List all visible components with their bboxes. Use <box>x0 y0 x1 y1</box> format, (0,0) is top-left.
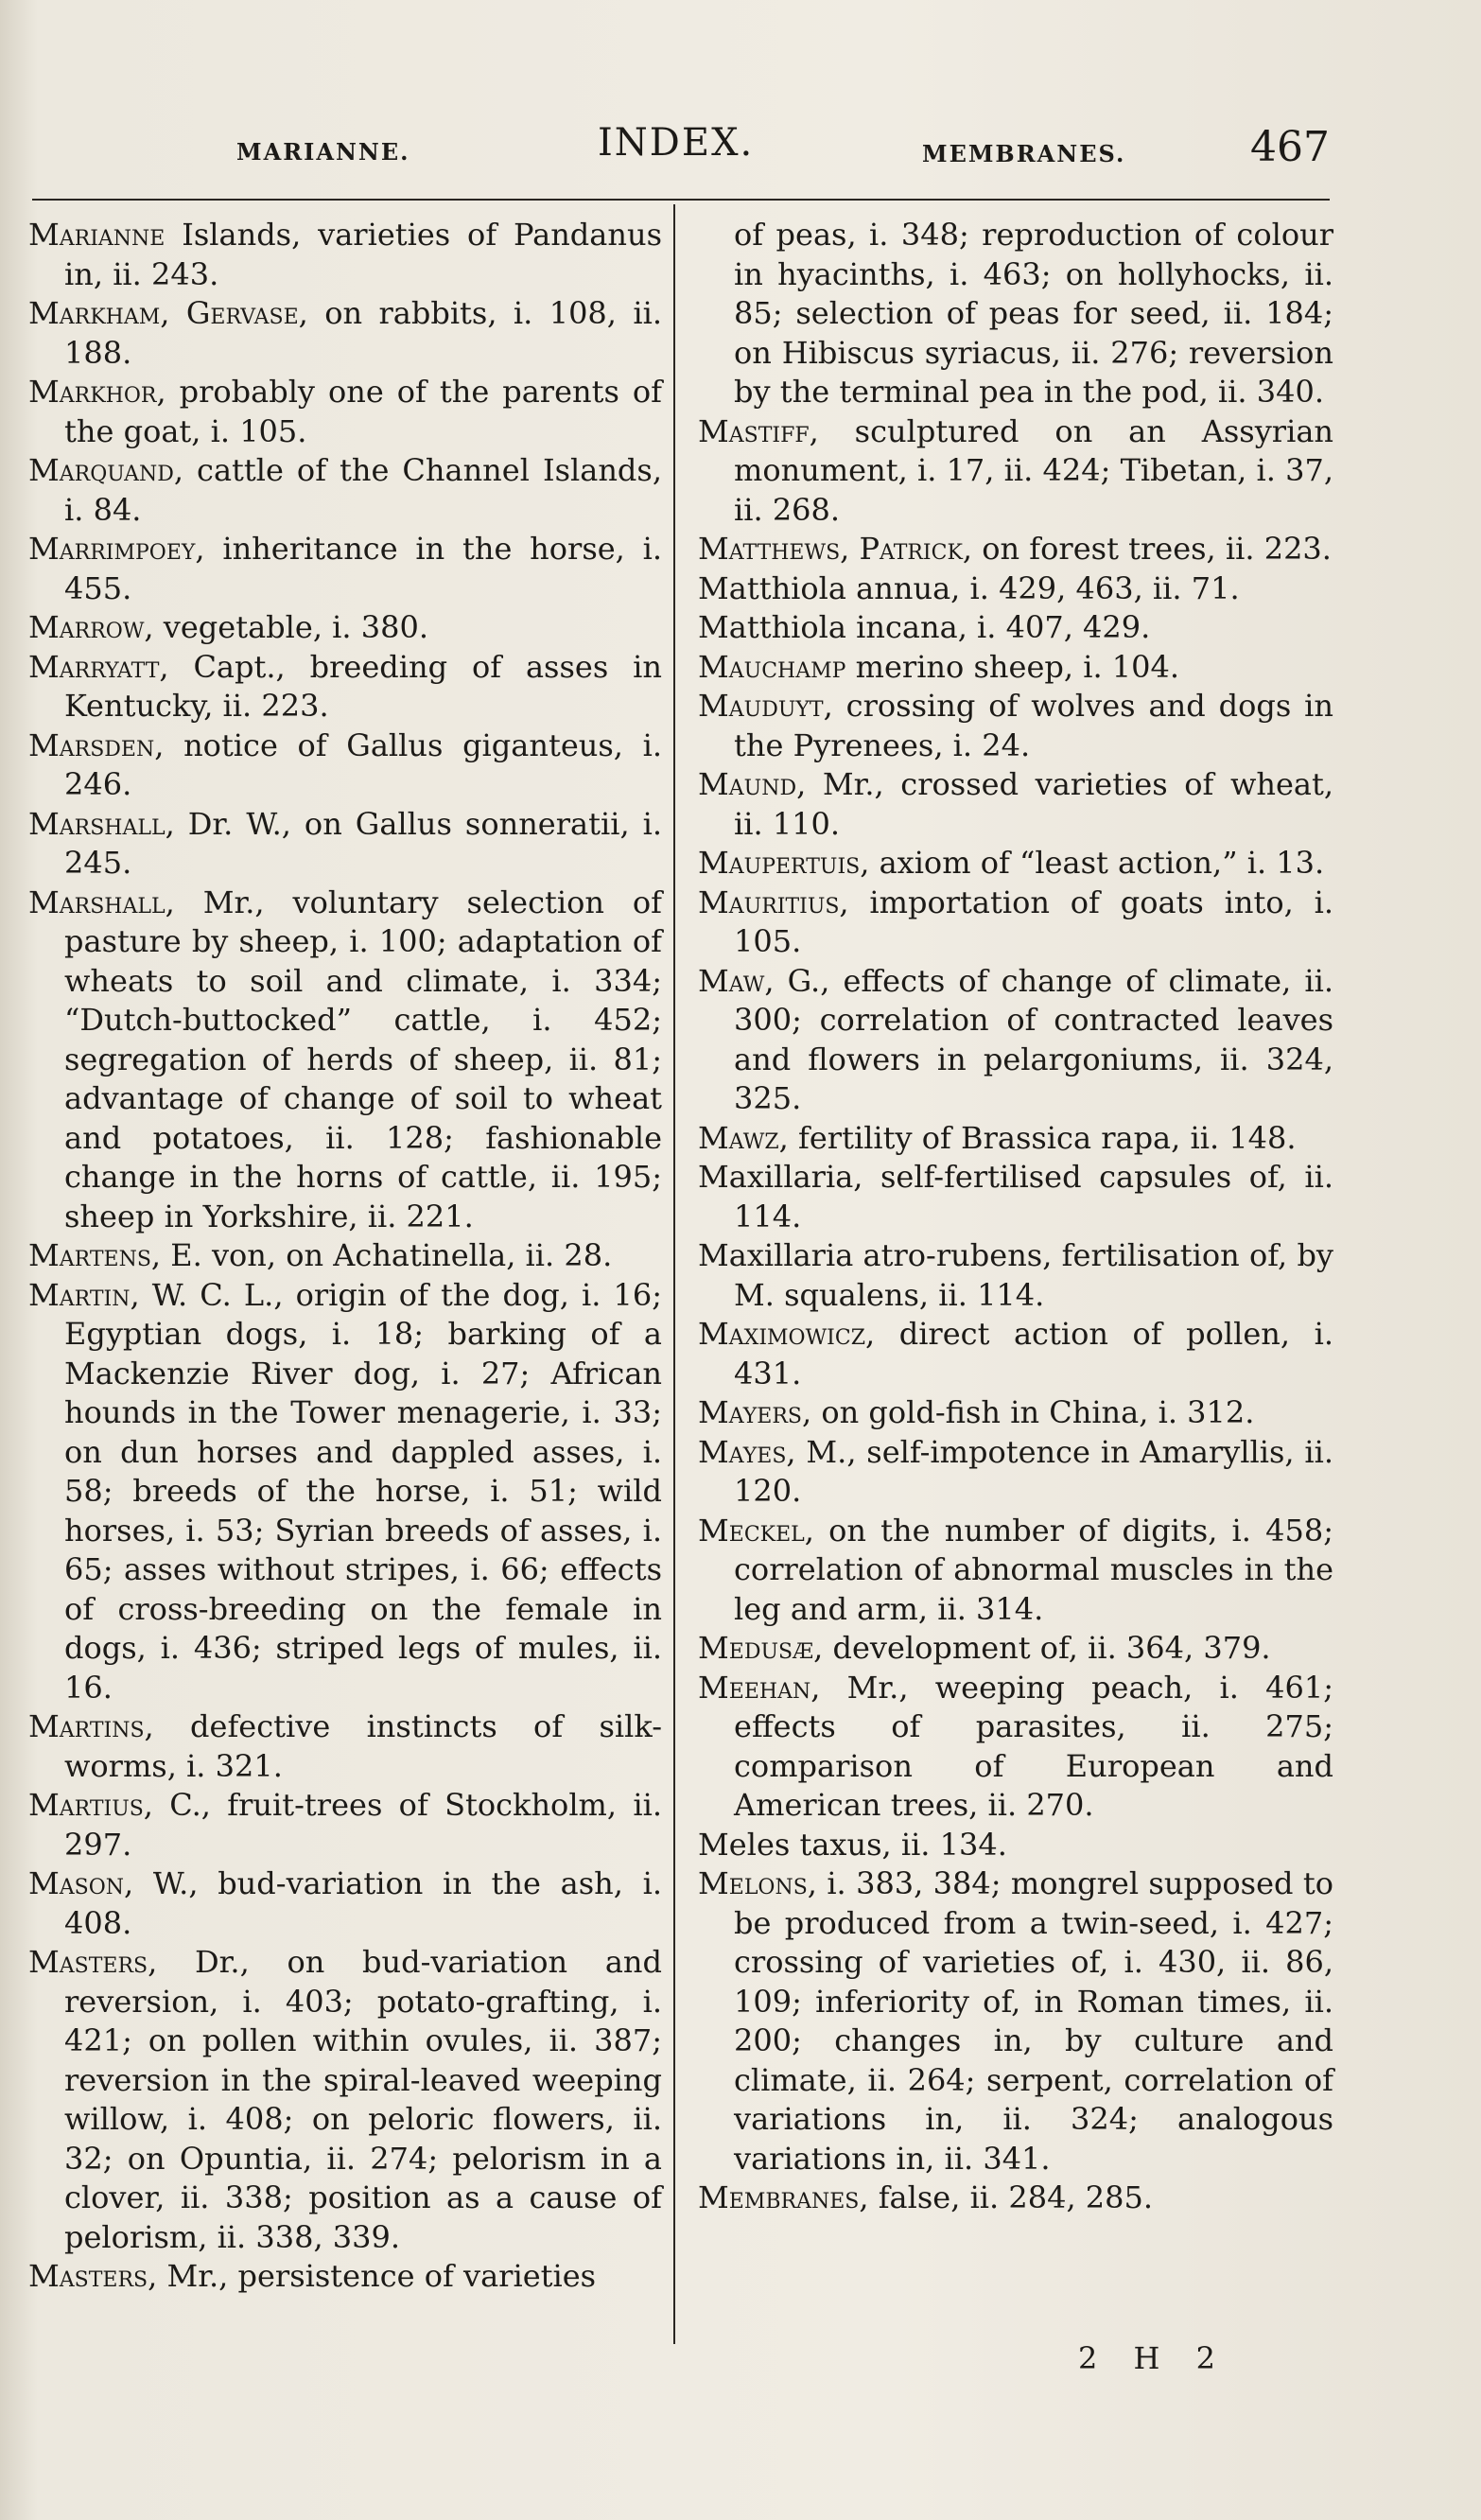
index-headword: Marshall, <box>28 884 175 920</box>
index-entry <box>28 805 662 884</box>
index-entry-text: on the number of digits, i. 458; correlation of abnormal muscles in the leg and arm, ii. 314. <box>734 1512 1333 1627</box>
index-headword: Maupertuis, <box>698 845 870 881</box>
index-entry <box>698 608 1333 648</box>
index-headword: Marryatt, <box>28 648 169 685</box>
header-rule <box>32 199 1330 201</box>
index-entry <box>698 844 1333 884</box>
index-headword: Marshall, <box>28 805 175 842</box>
index-headword: Mauritius, <box>698 884 849 920</box>
index-entry-text: Matthiola annua, i. 429, 463, ii. 71. <box>698 569 1240 606</box>
index-headword: Marsden, <box>28 726 165 763</box>
index-entry <box>28 1786 662 1864</box>
index-entry-text: E. von, on Achatinella, ii. 28. <box>161 1237 613 1273</box>
running-head-title: INDEX. <box>598 121 755 165</box>
index-entry-text: Capt., breeding of asses in Kentucky, ii. 223. <box>64 648 662 724</box>
index-entry <box>28 216 662 294</box>
index-entry <box>28 2257 662 2297</box>
index-entry <box>698 765 1333 844</box>
index-headword: Marianne <box>28 217 166 253</box>
index-entry <box>698 1864 1333 2179</box>
index-headword: Mawz, <box>698 1119 789 1156</box>
index-entry-text: on rabbits, i. 108, ii. 188. <box>64 295 662 371</box>
index-entry <box>698 216 1333 412</box>
index-headword: Masters, <box>28 2258 158 2294</box>
index-headword: Membranes, <box>698 2179 869 2215</box>
index-headword: Martius, <box>28 1787 153 1823</box>
index-headword: Marrow, <box>28 609 154 645</box>
index-entry-text: inheritance in the horse, i. 455. <box>64 531 662 606</box>
running-head-right: MEMBRANES. <box>922 140 1126 167</box>
index-entry-text: Mr., persistence of varieties <box>157 2258 597 2294</box>
index-entry <box>28 608 662 648</box>
index-entry <box>28 1707 662 1786</box>
index-entry <box>28 726 662 805</box>
signature-mark: 2 H 2 <box>1078 2340 1228 2376</box>
index-entry <box>28 648 662 726</box>
index-entry-text: crossing of wolves and dogs in the Pyrenees, i. 24. <box>734 688 1333 763</box>
index-headword: Mauchamp <box>698 648 846 685</box>
index-entry <box>28 294 662 373</box>
index-headword: Maximowicz, <box>698 1316 876 1352</box>
index-entry-text: on forest trees, ii. 223. <box>972 531 1332 567</box>
index-entry <box>28 451 662 530</box>
index-headword: Melons, <box>698 1865 817 1901</box>
index-entry <box>28 530 662 608</box>
index-headword: Matthews, Patrick, <box>698 531 973 567</box>
index-entry <box>698 1315 1333 1393</box>
index-entry-text: notice of Gallus giganteus, i. 246. <box>64 726 662 802</box>
index-entry <box>698 1236 1333 1315</box>
index-headword: Mayers, <box>698 1394 812 1430</box>
index-entry-text: sculptured on an Assyrian monument, i. 17, ii. 424; Tibetan, i. 37, ii. 268. <box>734 412 1333 528</box>
index-entry-text: of peas, i. 348; reproduction of colour in hyacinths, i. 463; on hollyhocks, ii. 85; selection of peas for seed, ii. 184; on Hibiscus syriacus, ii. 276; reversion by the terminal pea in the pod, ii. 340. <box>734 217 1333 410</box>
index-entry <box>698 1512 1333 1630</box>
running-head-left: MARIANNE. <box>236 138 410 166</box>
index-entry <box>698 1119 1333 1159</box>
index-entry <box>28 1943 662 2257</box>
index-entry-text: Mr., weeping peach, i. 461; effects of parasites, ii. 275; comparison of European and American trees, ii. 270. <box>734 1669 1333 1823</box>
index-entry-text: M., self-impotence in Amaryllis, ii. 120. <box>734 1433 1333 1509</box>
index-entry-text: axiom of “least action,” i. 13. <box>869 845 1325 881</box>
index-entry-text: merino sheep, i. 104. <box>845 648 1180 685</box>
index-headword: Masters, <box>28 1944 158 1980</box>
index-headword: Mayes, <box>698 1433 796 1470</box>
index-entry <box>698 1433 1333 1512</box>
index-entry <box>698 2179 1333 2218</box>
page-header <box>0 121 1481 187</box>
index-headword: Medusæ, <box>698 1630 824 1666</box>
index-entry-text: Islands, varieties of Pandanus in, ii. 243. <box>64 217 662 292</box>
index-entry <box>698 1669 1333 1826</box>
index-entry-text: W., bud-variation in the ash, i. 408. <box>64 1865 662 1941</box>
index-headword: Markhor, <box>28 374 166 410</box>
index-entry-text: Dr. W., on Gallus sonneratii, i. 245. <box>64 805 662 881</box>
index-entry-text: false, ii. 284, 285. <box>868 2179 1154 2215</box>
index-entry <box>28 373 662 451</box>
index-headword: Martin, <box>28 1276 140 1313</box>
index-headword: Maund, <box>698 766 807 802</box>
index-entry-text: W. C. L., origin of the dog, i. 16; Egyptian dogs, i. 18; barking of a Mackenzie River dog, i. 27; African hounds in the Tower menagerie, i. 33; on dun horses and dappled asses, i. 58; breeds of the horse, i. 51; wild horses, i. 53; Syrian breeds of asses, i. 65; asses without stripes, i. 66; effects of cross-breeding on the female in dogs, i. 436; striped legs of mules, ii. 16. <box>64 1276 662 1706</box>
index-entry-text: development of, ii. 364, 379. <box>823 1630 1271 1666</box>
index-column-left <box>28 216 662 2297</box>
index-entry <box>28 1236 662 1276</box>
index-entry-text: Dr., on bud-variation and reversion, i. 403; potato-grafting, i. 421; on pollen within ovules, ii. 387; reversion in the spiral-leaved weeping willow, i. 408; on peloric flowers, ii. 32; on Opuntia, ii. 274; pelorism in a clover, ii. 338; position as a cause of pelorism, ii. 338, 339. <box>64 1944 662 2255</box>
index-headword: Martens, <box>28 1237 162 1273</box>
index-entry-text: G., effects of change of climate, ii. 300; correlation of contracted leaves and flowers in pelargoniums, ii. 324, 325. <box>734 962 1333 1116</box>
column-divider <box>673 204 675 2344</box>
index-entry-text: i. 383, 384; mongrel supposed to be produced from a twin-seed, i. 427; crossing of varieties of, i. 430, ii. 86, 109; inferiority of, in Roman times, ii. 200; changes in, by culture and climate, ii. 264; serpent, correlation of variations in, ii. 324; analogous variations in, ii. 341. <box>734 1865 1333 2177</box>
index-entry-text: direct action of pollen, i. 431. <box>734 1316 1333 1391</box>
index-entry-text: cattle of the Channel Islands, i. 84. <box>64 452 662 528</box>
index-entry <box>698 412 1333 531</box>
index-headword: Meehan, <box>698 1669 821 1706</box>
index-entry-text: probably one of the parents of the goat, i. 105. <box>64 374 662 449</box>
index-entry <box>698 1158 1333 1236</box>
index-entry <box>28 1864 662 1943</box>
index-entry <box>698 648 1333 688</box>
index-headword: Martins, <box>28 1708 154 1744</box>
index-entry <box>698 884 1333 962</box>
index-entry <box>698 962 1333 1119</box>
index-entry-text: Meles taxus, ii. 134. <box>698 1826 1007 1863</box>
index-entry-text: Maxillaria atro-rubens, fertilisation of, by M. squalens, ii. 114. <box>698 1237 1333 1313</box>
index-entry <box>698 1826 1333 1865</box>
index-entry <box>698 569 1333 609</box>
index-entry <box>698 687 1333 765</box>
index-headword: Meckel, <box>698 1512 814 1549</box>
index-entry-text: C., fruit-trees of Stockholm, ii. 297. <box>64 1787 662 1863</box>
index-entry-text: Maxillaria, self-fertilised capsules of, ii. 114. <box>698 1159 1333 1234</box>
index-headword: Mauduyt, <box>698 688 833 724</box>
index-entry-text: importation of goats into, i. 105. <box>734 884 1333 959</box>
index-entry-text: defective instincts of silk-worms, i. 321. <box>64 1708 662 1784</box>
index-entry-text: vegetable, i. 380. <box>153 609 428 645</box>
index-entry-text: Matthiola incana, i. 407, 429. <box>698 609 1151 645</box>
index-headword: Marrimpoey, <box>28 531 205 567</box>
index-headword: Mason, <box>28 1865 134 1901</box>
index-entry-text: fertility of Brassica rapa, ii. 148. <box>788 1119 1297 1156</box>
index-entry <box>698 1393 1333 1433</box>
index-entry <box>698 1629 1333 1669</box>
index-headword: Maw, <box>698 962 775 999</box>
index-entry <box>28 884 662 1237</box>
index-entry <box>28 1276 662 1708</box>
index-headword: Markham, Gervase, <box>28 295 308 331</box>
index-headword: Mastiff, <box>698 412 819 449</box>
page-number: 467 <box>1250 123 1330 171</box>
index-entry-text: Mr., voluntary selection of pasture by sheep, i. 100; adaptation of wheats to soil and climate, i. 334; “Dutch-buttocked” cattle, i. 452; segregation of herds of sheep, ii. 81; advantage of change of soil to wheat and potatoes, ii. 128; fashionable change in the horns of cattle, ii. 195; sheep in Yorkshire, ii. 221. <box>64 884 662 1234</box>
index-entry <box>698 530 1333 569</box>
index-entry-text: Mr., crossed varieties of wheat, ii. 110. <box>734 766 1333 842</box>
index-column-right <box>698 216 1333 2218</box>
index-entry-text: on gold-fish in China, i. 312. <box>811 1394 1255 1430</box>
index-headword: Marquand, <box>28 452 184 488</box>
